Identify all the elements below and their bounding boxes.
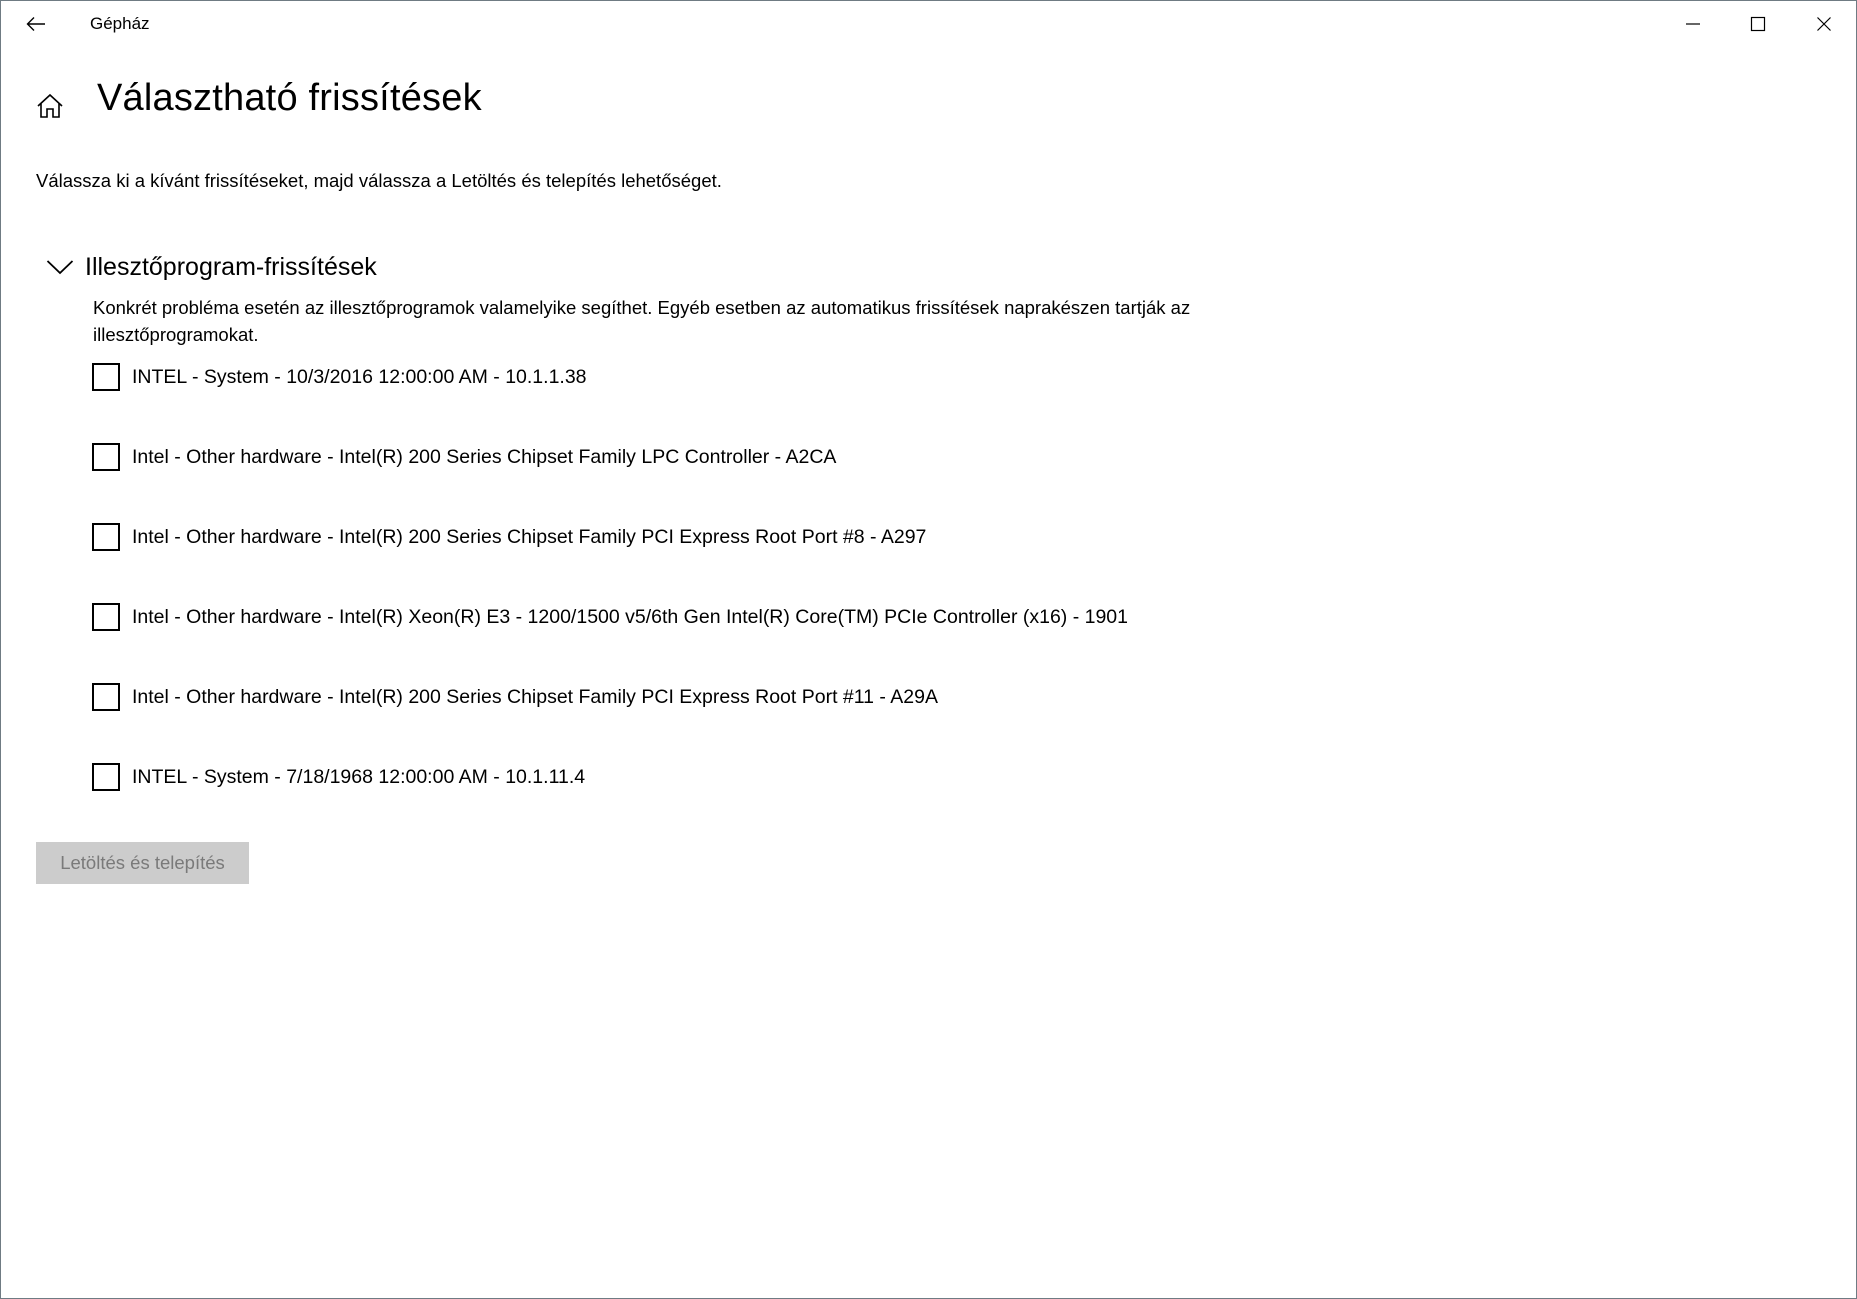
minimize-icon: [1685, 16, 1701, 32]
section-title: Illesztőprogram-frissítések: [85, 252, 377, 281]
driver-update-list: [92, 363, 1128, 843]
update-label: Intel - Other hardware - Intel(R) 200 Series Chipset Family PCI Express Root Port #11 - A29A: [132, 686, 938, 708]
update-checkbox[interactable]: [92, 763, 120, 791]
update-checkbox[interactable]: [92, 603, 120, 631]
page-title: Választható frissítések: [97, 77, 482, 119]
update-label: Intel - Other hardware - Intel(R) 200 Series Chipset Family PCI Express Root Port #8 - A297: [132, 526, 927, 548]
update-item[interactable]: [92, 603, 1128, 683]
close-button[interactable]: [1791, 1, 1856, 47]
update-label: INTEL - System - 7/18/1968 12:00:00 AM - 10.1.11.4: [132, 766, 586, 788]
maximize-icon: [1750, 16, 1766, 32]
app-title: Gépház: [90, 14, 150, 33]
chevron-down-icon: [41, 249, 79, 285]
minimize-button[interactable]: [1660, 1, 1725, 47]
download-install-button[interactable]: Letöltés és telepítés: [36, 842, 249, 884]
update-label: Intel - Other hardware - Intel(R) Xeon(R) E3 - 1200/1500 v5/6th Gen Intel(R) Core(TM) PCIe Controller (x16) - 1901: [132, 606, 1128, 628]
update-item[interactable]: [92, 523, 1128, 603]
home-icon: [36, 93, 64, 119]
home-button[interactable]: [29, 85, 71, 127]
update-item[interactable]: [92, 443, 1128, 523]
update-item[interactable]: [92, 683, 1128, 763]
back-button[interactable]: [13, 3, 59, 45]
title-bar: [1, 1, 1856, 47]
update-checkbox[interactable]: [92, 443, 120, 471]
driver-updates-section-toggle[interactable]: [41, 249, 377, 285]
update-item[interactable]: [92, 363, 1128, 443]
update-checkbox[interactable]: [92, 683, 120, 711]
maximize-button[interactable]: [1725, 1, 1790, 47]
intro-text: Válassza ki a kívánt frissítéseket, majd válassza a Letöltés és telepítés lehetőséget.: [36, 170, 722, 191]
update-label: Intel - Other hardware - Intel(R) 200 Series Chipset Family LPC Controller - A2CA: [132, 446, 837, 468]
close-icon: [1816, 16, 1832, 32]
update-item[interactable]: [92, 763, 1128, 843]
section-description: Konkrét probléma esetén az illesztőprogramok valamelyike segíthet. Egyéb esetben az automatikus frissítések naprakészen tartják az illesztőprogramokat.: [93, 297, 1191, 345]
update-checkbox[interactable]: [92, 363, 120, 391]
update-checkbox[interactable]: [92, 523, 120, 551]
update-label: INTEL - System - 10/3/2016 12:00:00 AM - 10.1.1.38: [132, 366, 587, 388]
back-arrow-icon: [26, 16, 46, 32]
